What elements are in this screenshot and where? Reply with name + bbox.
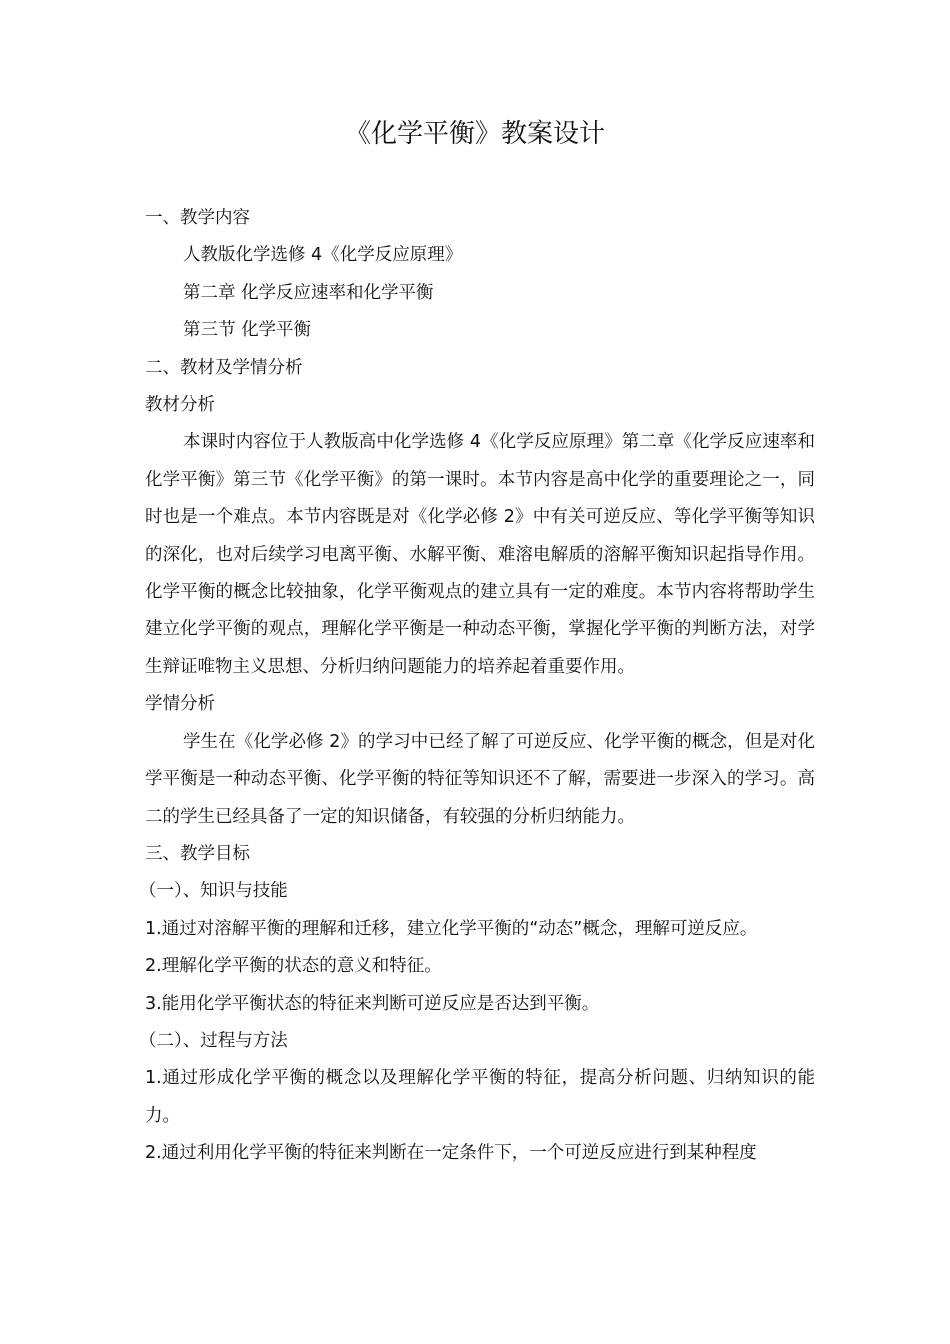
knowledge-skills-heading: （一）、知识与技能 xyxy=(139,881,288,902)
document-title: 《化学平衡》教案设计 xyxy=(344,119,605,149)
textbook-line: 人教版化学选修 4《化学反应原理》 xyxy=(183,245,463,266)
knowledge-item-2: 2.理解化学平衡的状态的意义和特征。 xyxy=(145,956,442,977)
process-item-2: 2.通过利用化学平衡的特征来判断在一定条件下，一个可逆反应进行到某种程度 xyxy=(145,1143,757,1164)
document-body xyxy=(139,200,815,1173)
section-3-heading: 三、教学目标 xyxy=(145,843,250,864)
knowledge-item-1: 1.通过对溶解平衡的理解和迁移，建立化学平衡的“动态”概念，理解可逆反应。 xyxy=(145,918,758,939)
knowledge-item-3: 3.能用化学平衡状态的特征来判断可逆反应是否达到平衡。 xyxy=(145,993,600,1014)
chapter-line: 第二章 化学反应速率和化学平衡 xyxy=(183,282,434,303)
textbook-analysis-paragraph: 本课时内容位于人教版高中化学选修 4《化学反应原理》第二章《化学反应速率和化学平衡》第三节《化学平衡》的第一课时。本节内容是高中化学的重要理论之一，同时也是一个难点。本节内容既是对《化学必修 2》中有关可逆反应、等化学平衡等知识的深化，也对后续学习电离平衡、水解平衡、难溶电解质的溶解平衡知识起指导作用。化学平衡的概念比较抽象，化学平衡观点的建立具有一定的难度。本节内容将帮助学生建立化学平衡的观点，理解化学平衡是一种动态平衡，掌握化学平衡的判断方法，对学生辩证唯物主义思想、分析归纳问题能力的培养起着重要作用。 xyxy=(145,432,815,677)
section-line: 第三节 化学平衡 xyxy=(183,320,312,341)
section-1-heading: 一、教学内容 xyxy=(145,208,250,228)
section-2-heading: 二、教材及学情分析 xyxy=(145,357,303,378)
student-analysis-paragraph: 学生在《化学必修 2》的学习中已经了解了可逆反应、化学平衡的概念，但是对化学平衡是一种动态平衡、化学平衡的特征等知识还不了解，需要进一步深入的学习。高二的学生已经具备了一定的知识储备，有较强的分析归纳能力。 xyxy=(145,731,815,827)
process-item-1: 1.通过形成化学平衡的概念以及理解化学平衡的特征，提高分析问题、归纳知识的能力。 xyxy=(145,1068,815,1126)
process-methods-heading: （二）、过程与方法 xyxy=(139,1030,288,1051)
textbook-analysis-heading: 教材分析 xyxy=(145,395,215,416)
student-analysis-heading: 学情分析 xyxy=(145,694,215,715)
